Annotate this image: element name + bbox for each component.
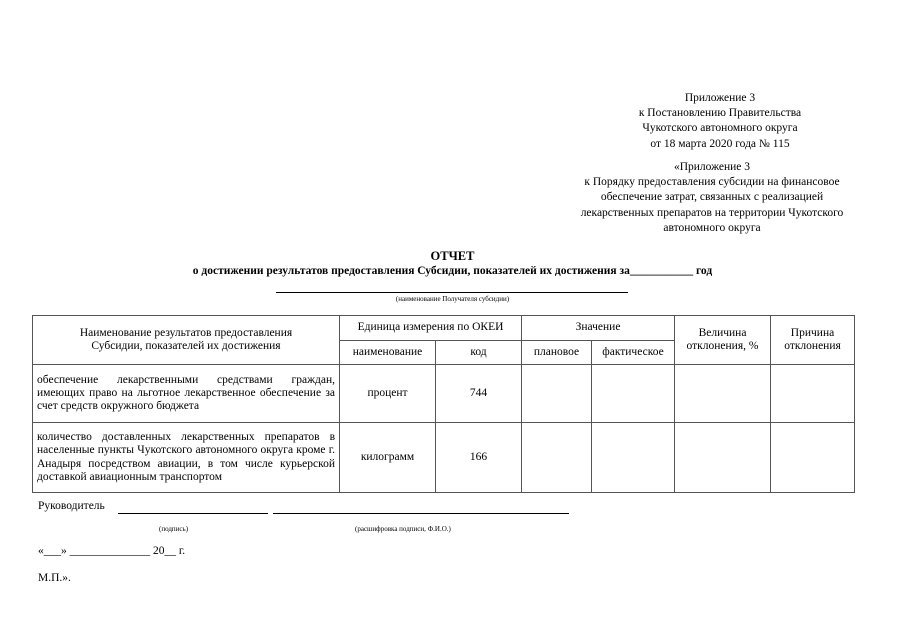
header-unit-code: код bbox=[436, 341, 522, 365]
table-row bbox=[33, 423, 855, 493]
seal-mark: М.П.». bbox=[38, 572, 71, 584]
report-title: ОТЧЕТ bbox=[430, 249, 475, 263]
row-2-planned bbox=[522, 423, 592, 493]
recipient-caption: (наименование Получателя субсидии) bbox=[395, 295, 510, 303]
head-label: Руководитель bbox=[38, 500, 105, 512]
signature-caption: (подпись) bbox=[159, 525, 189, 533]
appendix-main-line4: от 18 марта 2020 года № 115 bbox=[650, 137, 790, 150]
header-results: Наименование результатов предоставления Субсидии, показателей их достижения bbox=[33, 316, 340, 365]
table-row bbox=[33, 365, 855, 423]
date-line: «___» ______________ 20__ г. bbox=[38, 545, 186, 557]
row-2-deviation bbox=[675, 423, 771, 493]
header-planned: плановое bbox=[522, 341, 592, 365]
header-unit: Единица измерения по ОКЕИ bbox=[340, 316, 522, 341]
appendix-main-line2: к Постановлению Правительства bbox=[638, 107, 802, 120]
appendix-main-block bbox=[600, 91, 840, 152]
row-2-unit-name: килограмм bbox=[340, 423, 436, 493]
appendix-order-line1: «Приложение 3 bbox=[673, 161, 751, 173]
row-1-planned bbox=[522, 365, 592, 423]
row-1-unit-name: процент bbox=[340, 365, 436, 423]
appendix-order-line3: обеспечение затрат, связанных с реализацией bbox=[600, 191, 824, 204]
header-value: Значение bbox=[522, 316, 675, 341]
appendix-order-line5: автономного округа bbox=[663, 221, 761, 234]
recipient-name-line bbox=[276, 292, 628, 293]
header-reason: Причина отклонения bbox=[771, 316, 855, 365]
results-table bbox=[32, 315, 855, 493]
appendix-main-line1: Приложение 3 bbox=[684, 92, 756, 104]
table-header-row-1 bbox=[33, 316, 855, 341]
row-1-deviation bbox=[675, 365, 771, 423]
appendix-order-block bbox=[555, 160, 869, 236]
appendix-order-line4: лекарственных препаратов на территории Чукотского bbox=[580, 206, 844, 219]
row-2-code: 166 bbox=[436, 423, 522, 493]
decode-caption: (расшифровка подписи, Ф.И.О.) bbox=[355, 525, 451, 533]
row-1-reason bbox=[771, 365, 855, 423]
appendix-main-line3: Чукотского автономного округа bbox=[642, 122, 798, 135]
row-1-actual bbox=[592, 365, 675, 423]
row-1-code: 744 bbox=[436, 365, 522, 423]
signature-line bbox=[118, 513, 268, 514]
report-subtitle: о достижении результатов предоставления Субсидии, показателей их достижения за___________ год bbox=[192, 265, 713, 277]
row-2-name: количество доставленных лекарственных препаратов в населенные пункты Чукотского автономного округа кроме г. Анадыря посредством авиации, в том числе курьерской доставкой авиационным транспортом bbox=[33, 423, 340, 493]
row-2-actual bbox=[592, 423, 675, 493]
header-actual: фактическое bbox=[592, 341, 675, 365]
appendix-order-line2: к Порядку предоставления субсидии на финансовое bbox=[584, 176, 840, 189]
row-2-reason bbox=[771, 423, 855, 493]
row-1-name: обеспечение лекарственными средствами граждан, имеющих право на льготное лекарственное обеспечение за счет средств окружного бюджета bbox=[33, 365, 340, 423]
header-deviation: Величина отклонения, % bbox=[675, 316, 771, 365]
decode-line bbox=[273, 513, 569, 514]
header-unit-name: наименование bbox=[340, 341, 436, 365]
